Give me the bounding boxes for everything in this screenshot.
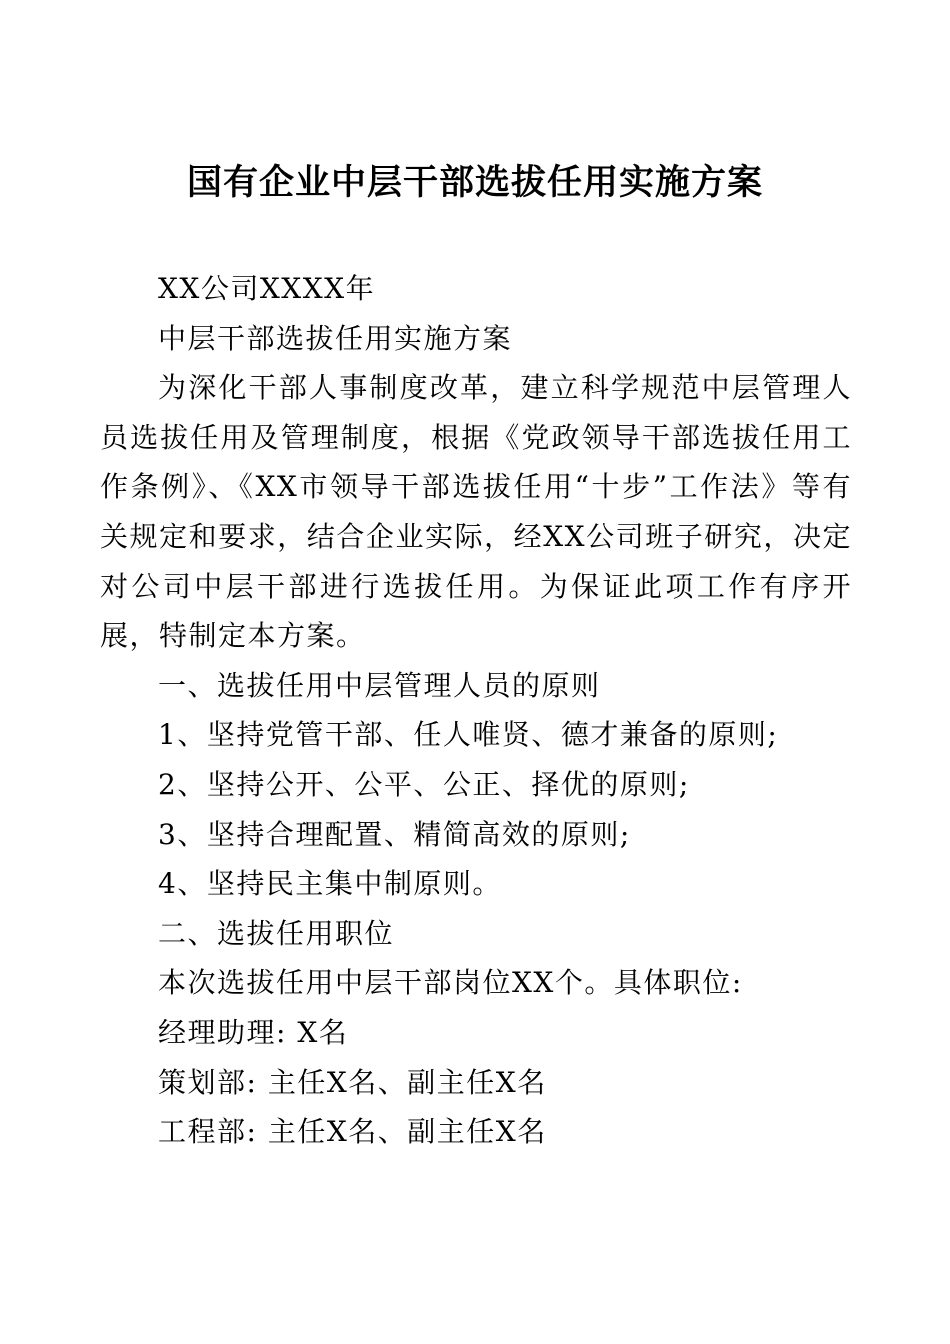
position-engineering-dept: 工程部: 主任X名、副主任X名 — [158, 1115, 547, 1149]
section-heading-positions: 二、选拔任用职位 — [158, 916, 395, 950]
paragraph-subtitle: 中层干部选拔任用实施方案 — [158, 321, 513, 355]
paragraph-company-year: XX公司XXXX年 — [158, 272, 376, 305]
paragraph-intro: 为深化干部人事制度改革，建立科学规范中层管理人员选拔任用及管理制度，根据《党政领导干部选拔任用工作条例》、《XX市领导干部选拔任用“十步”工作法》等有关规定和要求，结合企业实际，经XX公司班子研究，决定对公司中层干部进行选拔任用。为保证此项工作有序开展，特制定本方案。 — [100, 371, 852, 653]
position-manager-assistant: 经理助理: X名 — [158, 1015, 349, 1049]
position-planning-dept: 策划部: 主任X名、副主任X名 — [158, 1065, 547, 1099]
principle-item-3: 3、坚持合理配置、精简高效的原则; — [158, 817, 631, 851]
principle-item-2: 2、坚持公开、公平、公正、择优的原则; — [158, 767, 690, 801]
document-title: 国有企业中层干部选拔任用实施方案 — [186, 162, 763, 203]
section-heading-principles: 一、选拔任用中层管理人员的原则 — [158, 668, 601, 702]
paragraph-positions-count: 本次选拔任用中层干部岗位XX个。具体职位: — [158, 966, 743, 1000]
document-body — [100, 264, 852, 1157]
principle-item-4: 4、坚持民主集中制原则。 — [158, 867, 502, 901]
principle-item-1: 1、坚持党管干部、任人唯贤、德才兼备的原则; — [158, 718, 779, 752]
